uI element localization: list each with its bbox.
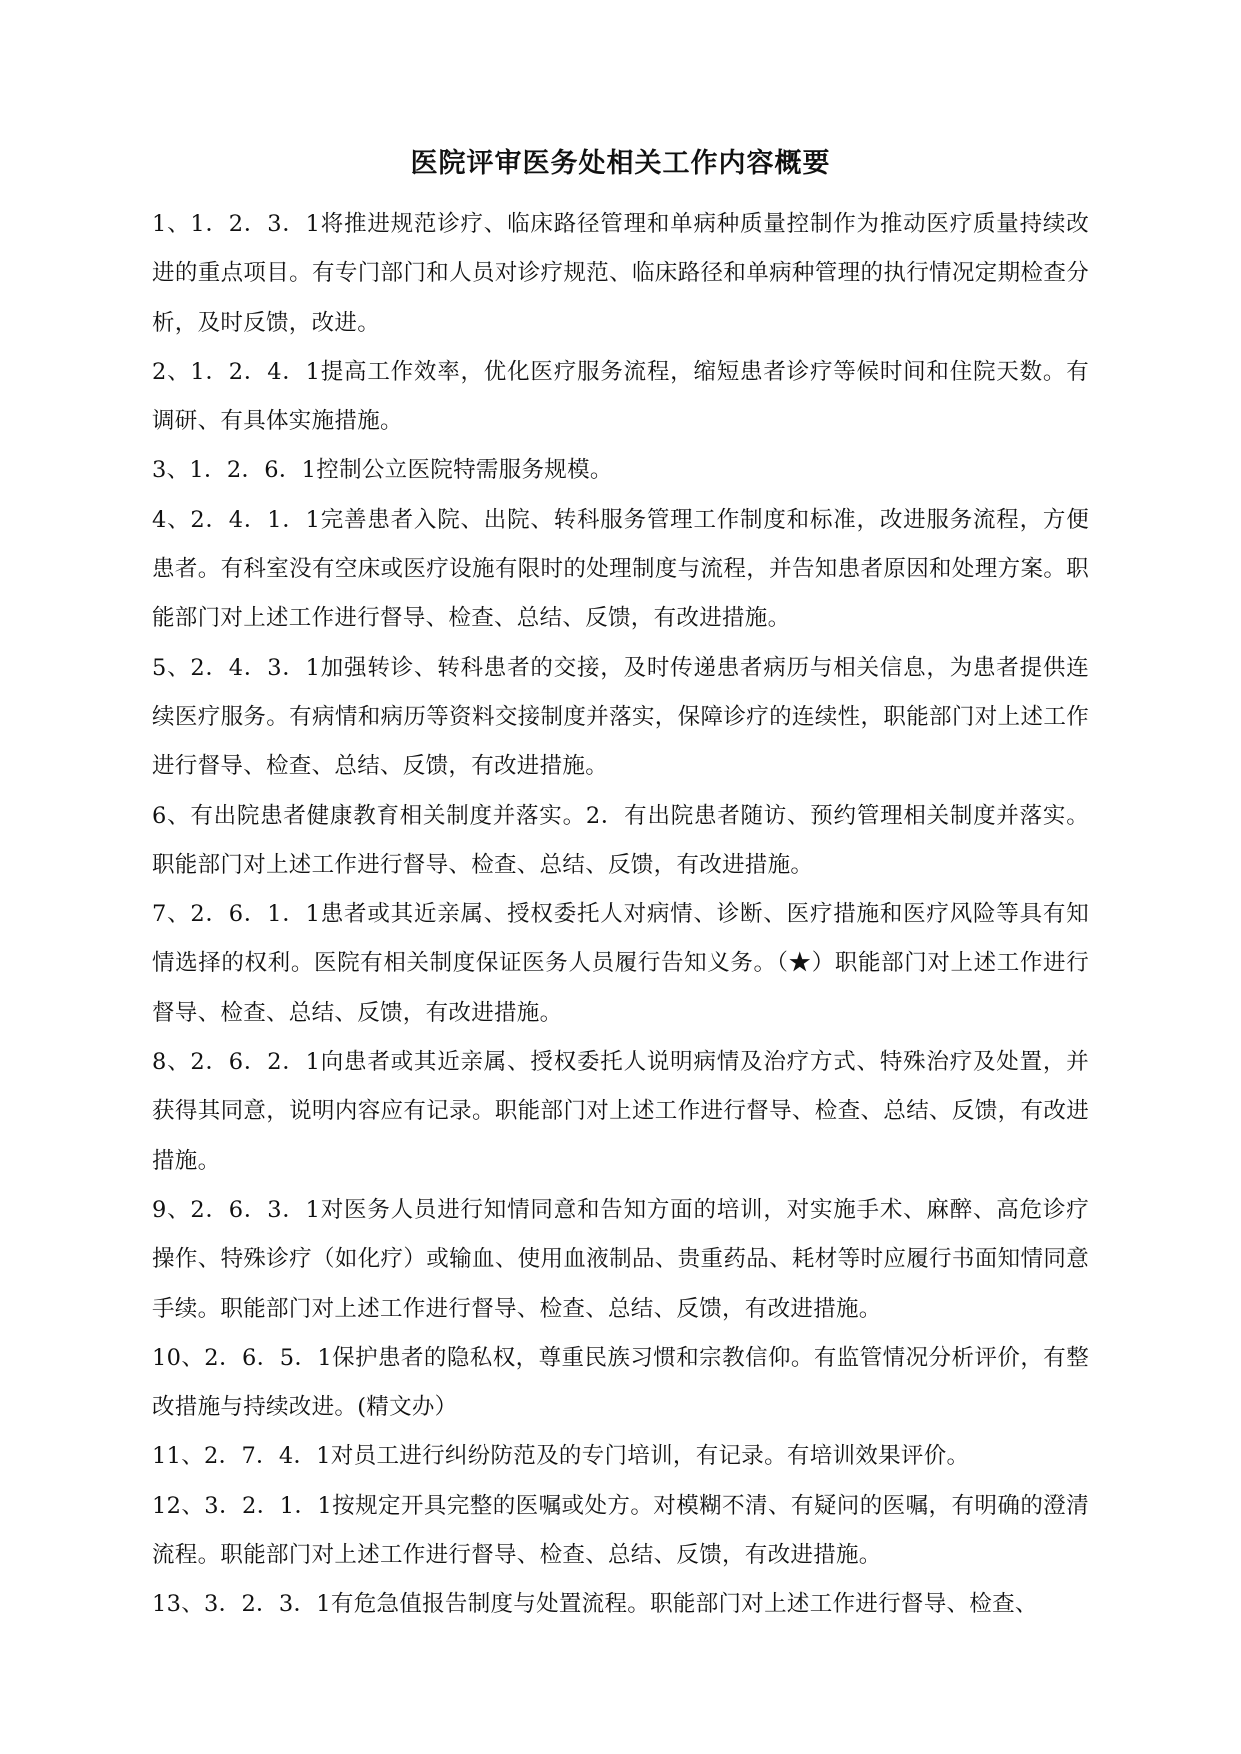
list-item: 3、1．2．6．1控制公立医院特需服务规模。 xyxy=(152,457,613,484)
list-item: 13、3．2．3．1有危急值报告制度与处置流程。职能部门对上述工作进行督导、检查、 xyxy=(152,1591,1038,1618)
list-item: 6、有出院患者健康教育相关制度并落实。2．有出院患者随访、预约管理相关制度并落实。职能部门对上述工作进行督导、检查、总结、反馈，有改进措施。 xyxy=(152,802,1089,878)
document-body xyxy=(152,200,1089,1630)
list-item: 1、1．2．3．1将推进规范诊疗、临床路径管理和单病种质量控制作为推动医疗质量持续改进的重点项目。有专门部门和人员对诊疗规范、临床路径和单病种管理的执行情况定期检查分析，及时反馈，改进。 xyxy=(152,211,1089,336)
list-item: 12、3．2．1．1按规定开具完整的医嘱或处方。对模糊不清、有疑问的医嘱，有明确的澄清流程。职能部门对上述工作进行督导、检查、总结、反馈，有改进措施。 xyxy=(152,1492,1089,1569)
list-item: 7、2．6．1．1患者或其近亲属、授权委托人对病情、诊断、医疗措施和医疗风险等具有知情选择的权利。医院有相关制度保证医务人员履行告知义务。（★）职能部门对上述工作进行督导、检查、总结、反馈，有改进措施。 xyxy=(152,901,1089,1026)
list-item: 5、2．4．3．1加强转诊、转科患者的交接，及时传递患者病历与相关信息，为患者提供连续医疗服务。有病情和病历等资料交接制度并落实，保障诊疗的连续性，职能部门对上述工作进行督导、检查、总结、反馈，有改进措施。 xyxy=(152,654,1089,780)
list-item: 10、2．6．5．1保护患者的隐私权，尊重民族习惯和宗教信仰。有监管情况分析评价，有整改措施与持续改进。(精文办） xyxy=(152,1344,1089,1421)
list-item: 11、2．7．4．1对员工进行纠纷防范及的专门培训，有记录。有培训效果评价。 xyxy=(152,1443,970,1470)
list-item: 2、1．2．4．1提高工作效率，优化医疗服务流程，缩短患者诊疗等候时间和住院天数。有调研、有具体实施措施。 xyxy=(152,358,1089,435)
list-item: 4、2．4．1．1完善患者入院、出院、转科服务管理工作制度和标准，改进服务流程，方便患者。有科室没有空床或医疗设施有限时的处理制度与流程，并告知患者原因和处理方案。职能部门对上述工作进行督导、检查、总结、反馈，有改进措施。 xyxy=(152,506,1089,632)
document-title: 医院评审医务处相关工作内容概要 xyxy=(410,148,831,179)
list-item: 9、2．6．3．1对医务人员进行知情同意和告知方面的培训，对实施手术、麻醉、高危诊疗操作、特殊诊疗（如化疗）或输血、使用血液制品、贵重药品、耗材等时应履行书面知情同意手续。职能部门对上述工作进行督导、检查、总结、反馈，有改进措施。 xyxy=(152,1196,1089,1322)
list-item: 8、2．6．2．1向患者或其近亲属、授权委托人说明病情及治疗方式、特殊治疗及处置，并获得其同意，说明内容应有记录。职能部门对上述工作进行督导、检查、总结、反馈，有改进措施。 xyxy=(152,1049,1089,1174)
